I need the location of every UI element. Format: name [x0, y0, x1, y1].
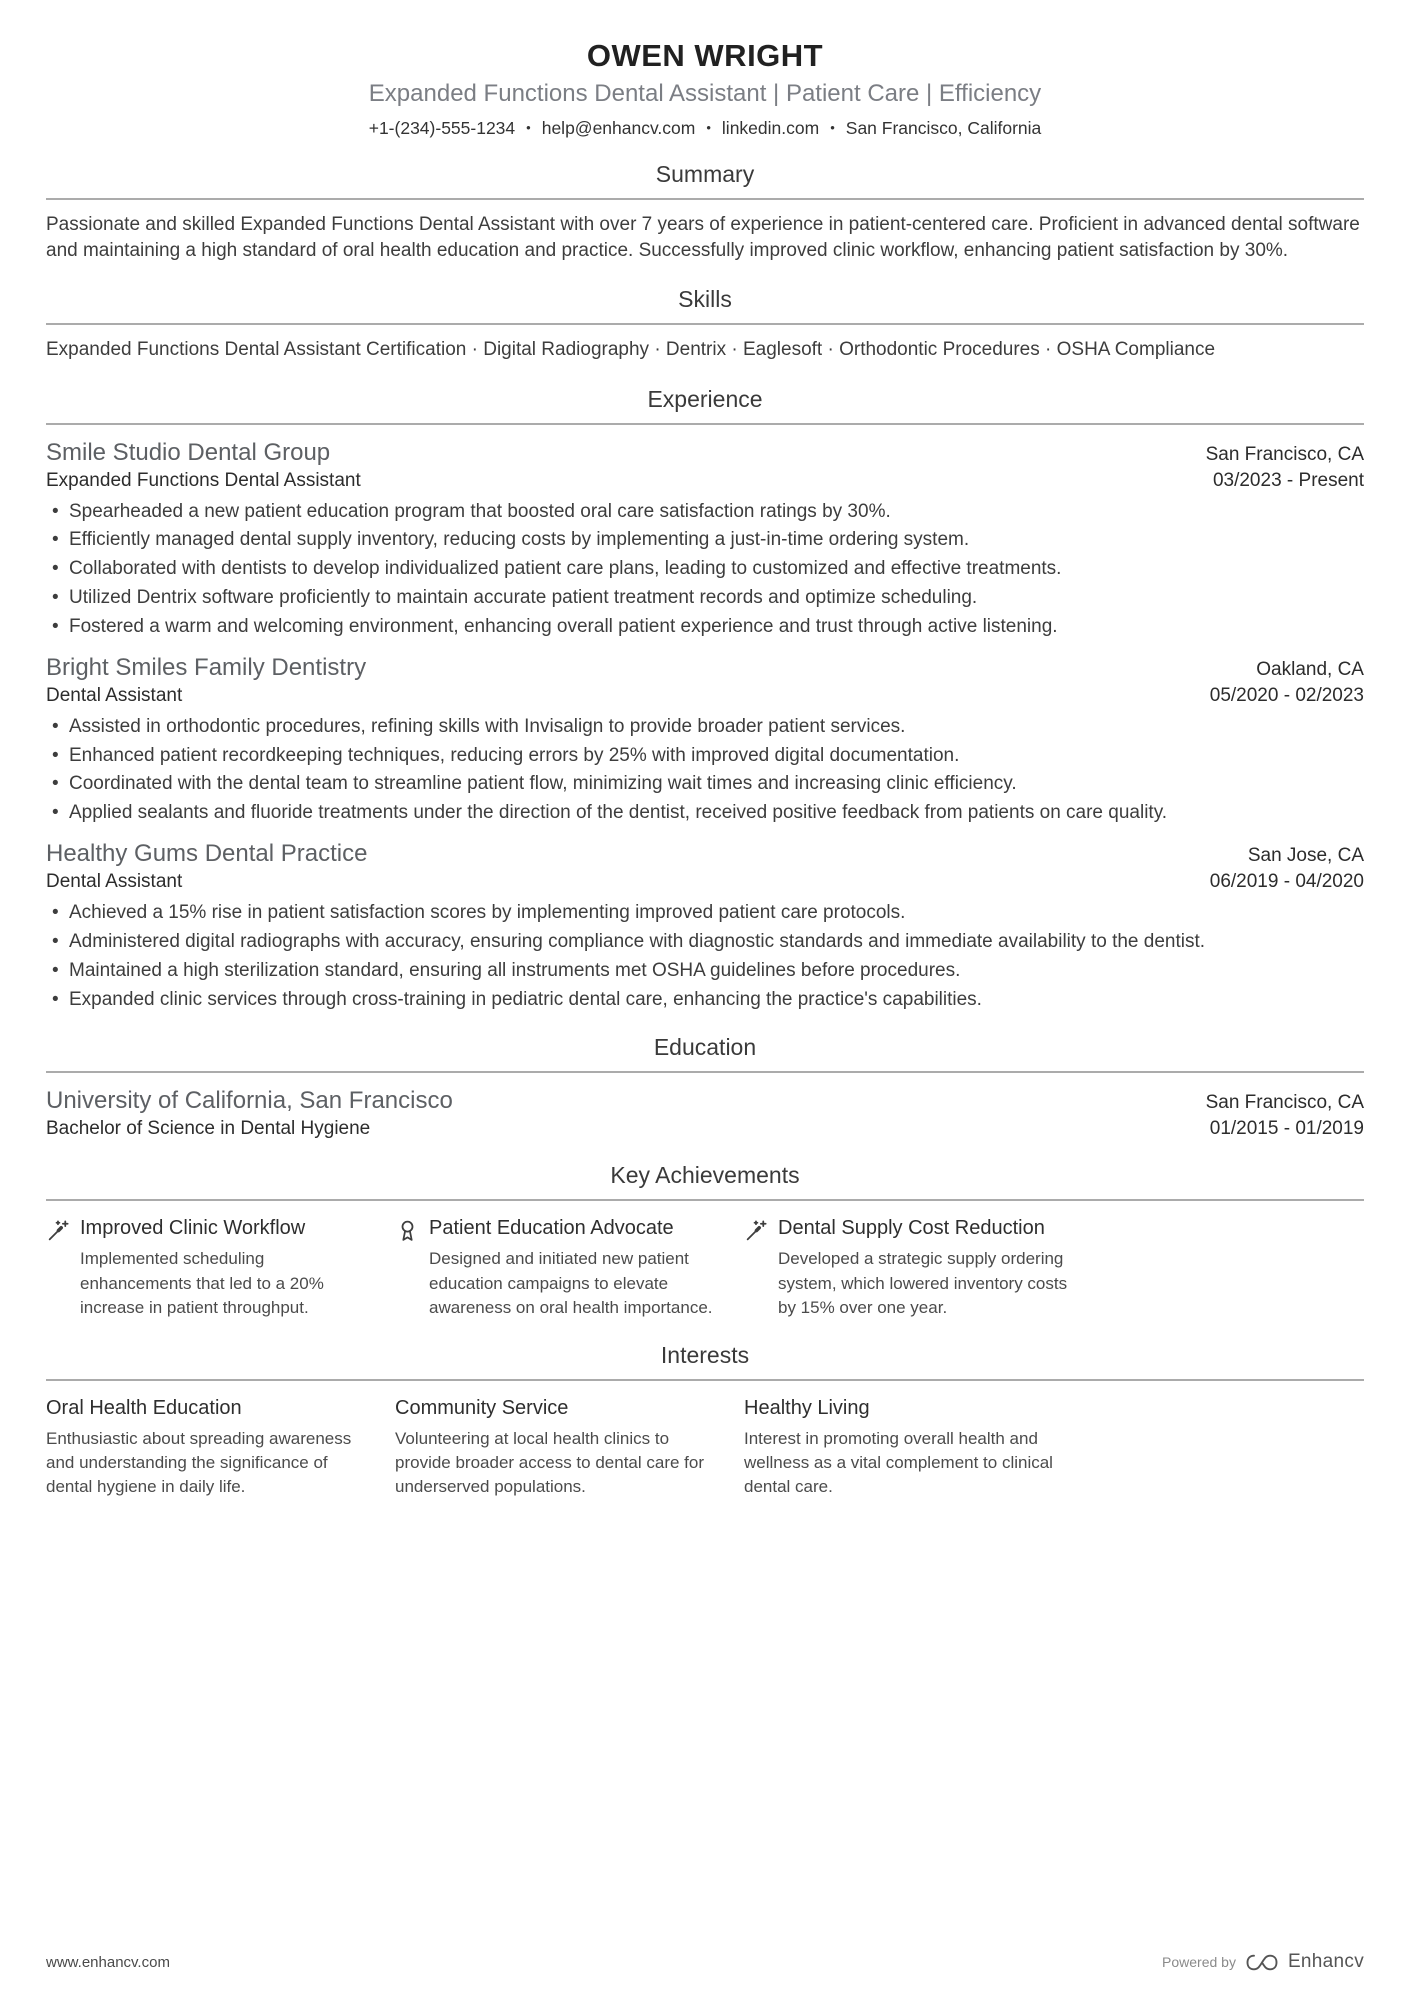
achievements-heading: Key Achievements	[46, 1162, 1364, 1201]
achievements-grid	[46, 1217, 1364, 1319]
degree-name: Bachelor of Science in Dental Hygiene	[46, 1118, 371, 1140]
company-name: Bright Smiles Family Dentistry	[46, 653, 367, 681]
job-bullet-list	[46, 900, 1364, 1012]
experience-section	[46, 386, 1364, 1013]
job-title: Expanded Functions Dental Assistant	[46, 469, 361, 491]
experience-entry-subheader	[46, 467, 1364, 492]
candidate-title: Expanded Functions Dental Assistant | Patient Care | Efficiency	[368, 80, 1042, 107]
education-entry-header	[46, 1087, 1364, 1115]
email-address[interactable]: help@enhancv.com	[541, 118, 696, 138]
education-entry-subheader	[46, 1115, 1364, 1140]
interests-grid	[46, 1397, 1364, 1499]
job-bullet: • Enhanced patient recordkeeping techniques, reducing errors by 25% with improved digital documentation.	[46, 743, 1364, 769]
job-dates: 05/2020 - 02/2023	[1209, 684, 1364, 706]
experience-entry	[46, 654, 1364, 826]
job-location: San Jose, CA	[1247, 845, 1364, 867]
experience-entry	[46, 840, 1364, 1012]
job-bullet: • Administered digital radiographs with accuracy, ensuring compliance with diagnostic standards and immediate availability to the dentist.	[46, 929, 1364, 955]
candidate-location: San Francisco, California	[845, 118, 1042, 138]
job-bullet: • Applied sealants and fluoride treatments under the direction of the dentist, received positive feedback from patients on care quality.	[46, 800, 1364, 826]
education-entry	[46, 1087, 1364, 1140]
company-name: Healthy Gums Dental Practice	[46, 840, 368, 868]
job-location: San Francisco, CA	[1205, 443, 1364, 465]
education-dates: 01/2015 - 01/2019	[1209, 1118, 1364, 1140]
contact-separator: •	[526, 120, 531, 135]
experience-heading: Experience	[46, 386, 1364, 425]
job-bullet-list	[46, 499, 1364, 640]
resume-header	[46, 38, 1364, 139]
powered-by-block	[1162, 1951, 1364, 1973]
wand-sparkles-icon	[46, 1218, 71, 1243]
company-name: Smile Studio Dental Group	[46, 438, 331, 466]
interests-section	[46, 1342, 1364, 1499]
job-bullet: • Achieved a 15% rise in patient satisfaction scores by implementing improved patient care protocols.	[46, 900, 1364, 926]
enhancv-brand-name: Enhancv	[1287, 1951, 1364, 1972]
experience-entry-header	[46, 654, 1364, 682]
job-location: Oakland, CA	[1256, 658, 1364, 680]
interest-text: Volunteering at local health clinics to provide broader access to dental care for underserved populations.	[395, 1428, 705, 1497]
wand-sparkles-icon	[744, 1218, 769, 1243]
education-section	[46, 1034, 1364, 1140]
achievement-body	[778, 1217, 1069, 1319]
job-bullet: • Utilized Dentrix software proficiently to maintain accurate patient treatment records and optimize scheduling.	[46, 585, 1364, 611]
job-bullet: • Assisted in orthodontic procedures, refining skills with Invisalign to provide broader patient services.	[46, 714, 1364, 740]
job-bullet: • Expanded clinic services through cross-training in pediatric dental care, enhancing the practice's capabilities.	[46, 987, 1364, 1013]
linkedin-link[interactable]: linkedin.com	[721, 118, 820, 138]
achievement-title: Improved Clinic Workflow	[80, 1217, 306, 1240]
achievements-section	[46, 1162, 1364, 1319]
candidate-name: OWEN WRIGHT	[586, 38, 824, 73]
interest-item	[395, 1397, 720, 1499]
summary-section	[46, 161, 1364, 264]
job-bullet-list	[46, 714, 1364, 826]
interest-title: Oral Health Education	[46, 1396, 242, 1419]
school-location: San Francisco, CA	[1205, 1092, 1364, 1114]
achievement-item	[46, 1217, 371, 1319]
job-title: Dental Assistant	[46, 871, 183, 893]
job-title: Dental Assistant	[46, 684, 183, 706]
experience-entry-subheader	[46, 868, 1364, 893]
job-bullet: • Fostered a warm and welcoming environment, enhancing overall patient experience and trust through active listening.	[46, 614, 1364, 640]
interest-title: Community Service	[395, 1396, 569, 1419]
achievement-body	[80, 1217, 371, 1319]
education-heading: Education	[46, 1034, 1364, 1073]
job-bullet: • Spearheaded a new patient education program that boosted oral care satisfaction ratings by 30%.	[46, 499, 1364, 525]
achievement-body	[429, 1217, 720, 1319]
skills-heading: Skills	[46, 286, 1364, 325]
page-footer	[46, 1951, 1364, 1973]
powered-by-label: Powered by	[1162, 1954, 1236, 1970]
job-bullet: • Efficiently managed dental supply inventory, reducing costs by implementing a just-in-time ordering system.	[46, 527, 1364, 553]
job-bullet: • Collaborated with dentists to develop individualized patient care plans, leading to customized and effective treatments.	[46, 556, 1364, 582]
summary-text: Passionate and skilled Expanded Functions Dental Assistant with over 7 years of experience in patient-centered care. Proficient in advanced dental software and maintaining a high standard of oral health education and practice. Successfully improved clinic workflow, enhancing patient satisfaction by 30%.	[46, 214, 1360, 262]
contact-separator: •	[830, 120, 835, 135]
experience-entry-subheader	[46, 682, 1364, 707]
experience-entry-header	[46, 439, 1364, 467]
phone-number: +1-(234)-555-1234	[368, 118, 516, 138]
skills-list: Expanded Functions Dental Assistant Certification · Digital Radiography · Dentrix · Eaglesoft · Orthodontic Procedures · OSHA Compliance	[46, 339, 1216, 361]
interest-text: Interest in promoting overall health and wellness as a vital complement to clinical dental care.	[744, 1428, 1053, 1497]
interests-heading: Interests	[46, 1342, 1364, 1381]
interest-title: Healthy Living	[744, 1396, 870, 1419]
skills-section	[46, 286, 1364, 363]
job-bullet: • Coordinated with the dental team to streamline patient flow, minimizing wait times and increasing clinic efficiency.	[46, 771, 1364, 797]
achievement-text: Designed and initiated new patient education campaigns to elevate awareness on oral health importance.	[429, 1249, 713, 1317]
achievement-title: Dental Supply Cost Reduction	[778, 1217, 1045, 1240]
interest-text: Enthusiastic about spreading awareness and understanding the significance of dental hygiene in daily life.	[46, 1428, 352, 1497]
achievement-item	[744, 1217, 1069, 1319]
job-dates: 03/2023 - Present	[1212, 469, 1364, 491]
school-name: University of California, San Francisco	[46, 1087, 453, 1115]
summary-heading: Summary	[46, 161, 1364, 200]
achievement-text: Implemented scheduling enhancements that led to a 20% increase in patient throughput.	[80, 1249, 324, 1317]
achievement-item	[395, 1217, 720, 1319]
achievement-text: Developed a strategic supply ordering system, which lowered inventory costs by 15% over one year.	[778, 1249, 1068, 1317]
contact-separator: •	[706, 120, 711, 135]
experience-entry	[46, 439, 1364, 640]
experience-entry-header	[46, 840, 1364, 868]
enhancv-logo-icon	[1245, 1952, 1279, 1973]
job-bullet: • Maintained a high sterilization standard, ensuring all instruments met OSHA guidelines before procedures.	[46, 958, 1364, 984]
interest-item	[744, 1397, 1069, 1499]
job-dates: 06/2019 - 04/2020	[1209, 871, 1364, 893]
medal-icon	[395, 1218, 420, 1243]
enhancv-site-link[interactable]: www.enhancv.com	[46, 1953, 170, 1971]
contact-row	[46, 118, 1364, 139]
interest-item	[46, 1397, 371, 1499]
achievement-title: Patient Education Advocate	[429, 1217, 674, 1240]
